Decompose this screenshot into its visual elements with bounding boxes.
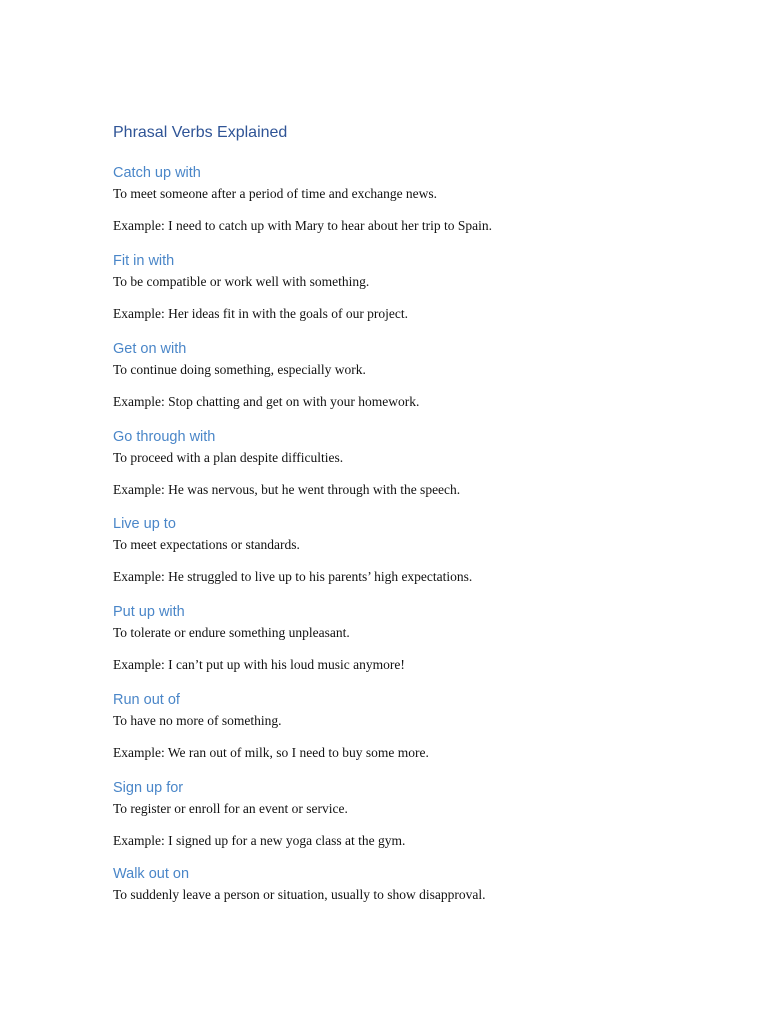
- entry-example: Example: I can’t put up with his loud music anymore!: [113, 657, 405, 672]
- entry-example: Example: Stop chatting and get on with your homework.: [113, 394, 420, 409]
- entry-example: Example: We ran out of milk, so I need to buy some more.: [113, 745, 429, 760]
- entry-sign-up-for: [113, 777, 713, 851]
- entry-definition: To meet expectations or standards.: [113, 537, 300, 552]
- entry-definition: To have no more of something.: [113, 713, 282, 728]
- entry-example: Example: I need to catch up with Mary to hear about her trip to Spain.: [113, 218, 493, 233]
- entry-definition: To register or enroll for an event or service.: [113, 801, 348, 816]
- entry-catch-up-with: [113, 162, 713, 236]
- entry-run-out-of: [113, 689, 713, 763]
- entry-definition: To tolerate or endure something unpleasant.: [113, 625, 350, 640]
- entry-heading: Go through with: [113, 429, 216, 445]
- entry-fit-in-with: [113, 250, 713, 324]
- entry-heading: Sign up for: [113, 780, 184, 796]
- page-title: Phrasal Verbs Explained: [113, 124, 288, 141]
- entry-example: Example: He struggled to live up to his parents’ high expectations.: [113, 569, 473, 584]
- entry-put-up-with: [113, 601, 713, 675]
- entry-definition: To continue doing something, especially work.: [113, 362, 366, 377]
- entry-heading: Walk out on: [113, 866, 190, 882]
- entry-heading: Catch up with: [113, 165, 201, 181]
- entry-walk-out-on: [113, 863, 713, 905]
- entry-heading: Live up to: [113, 516, 176, 532]
- entry-get-on-with: [113, 338, 713, 412]
- entry-example: Example: Her ideas fit in with the goals of our project.: [113, 306, 409, 321]
- entry-definition: To proceed with a plan despite difficulties.: [113, 450, 344, 465]
- entry-example: Example: He was nervous, but he went through with the speech.: [113, 482, 461, 497]
- entry-go-through-with: [113, 426, 713, 500]
- entry-heading: Get on with: [113, 341, 187, 357]
- entry-example: Example: I signed up for a new yoga class at the gym.: [113, 833, 406, 848]
- entry-live-up-to: [113, 513, 713, 587]
- entry-definition: To meet someone after a period of time and exchange news.: [113, 186, 438, 201]
- entry-heading: Put up with: [113, 604, 185, 620]
- entry-definition: To be compatible or work well with something.: [113, 274, 370, 289]
- entry-heading: Fit in with: [113, 253, 175, 269]
- entry-definition: To suddenly leave a person or situation, usually to show disapproval.: [113, 887, 486, 902]
- entry-heading: Run out of: [113, 692, 180, 708]
